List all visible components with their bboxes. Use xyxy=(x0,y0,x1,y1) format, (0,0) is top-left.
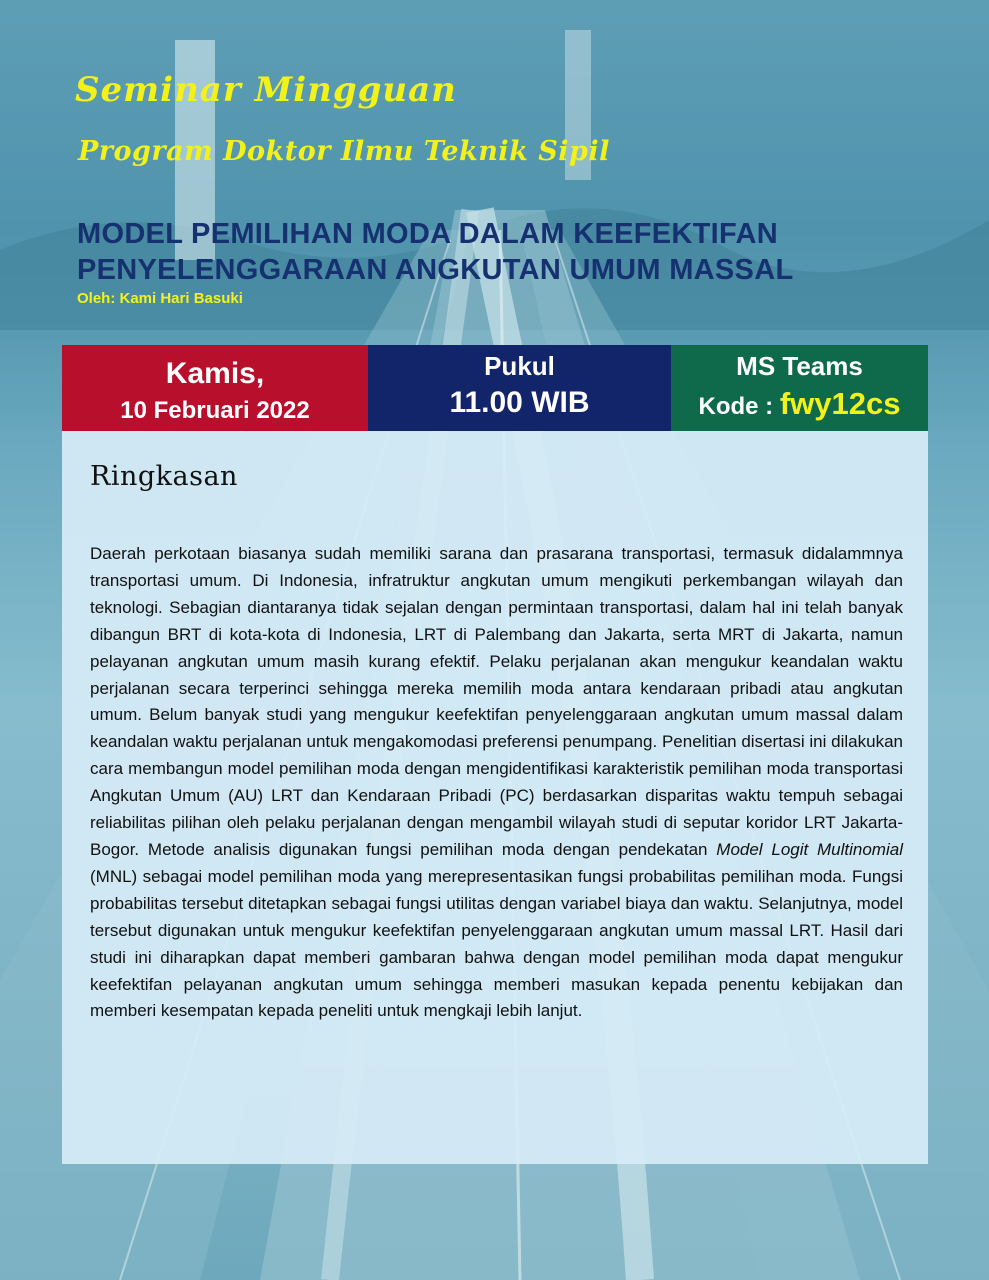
summary-italic-term: Model Logit Multinomial xyxy=(716,839,903,859)
title-line-2: PENYELENGGARAAN ANGKUTAN UMUM MASSAL xyxy=(77,254,794,286)
time-cell xyxy=(368,345,671,431)
time-value: 11.00 WIB xyxy=(449,386,590,419)
code-value: fwy12cs xyxy=(779,386,901,421)
summary-panel xyxy=(62,431,928,1164)
date-cell xyxy=(62,345,368,431)
info-bar xyxy=(62,345,928,431)
program-label: Program Doktor Ilmu Teknik Sipil xyxy=(78,136,610,167)
platform-cell xyxy=(671,345,928,431)
seminar-title xyxy=(77,216,793,288)
seminar-label: Seminar Mingguan xyxy=(75,70,457,110)
day-label: Kamis, xyxy=(165,357,265,390)
code-label: Kode : xyxy=(698,393,780,420)
summary-part-2: (MNL) sebagai model pemilihan moda yang merepresentasikan fungsi probabilitas pemilihan moda. Fungsi probabilitas tersebut ditetapkan sebagai fungsi utilitas dengan variabel biaya dan waktu. Selanjutnya, model tersebut digunakan untuk mengukur keefektifan penyelenggaraan angkutan umum massal LRT. Hasil dari studi ini diharapkan dapat memberi gambaran bahwa dengan model pemilihan moda dapat mengukur keefektifan pelayanan angkutan umum sehingga memberi masukan kepada penentu kebijakan dan memberi kesempatan kepada peneliti untuk mengkaji lebih lanjut. xyxy=(90,866,903,1021)
time-label: Pukul xyxy=(484,351,555,381)
date-label: 10 Februari 2022 xyxy=(120,397,310,424)
summary-heading: Ringkasan xyxy=(90,461,238,492)
platform-label: MS Teams xyxy=(736,351,863,381)
summary-part-1: Daerah perkotaan biasanya sudah memiliki sarana dan prasarana transportasi, termasuk didalammnya transportasi umum. Di Indonesia, infratruktur angkutan umum mengikuti perkembangan wilayah dan teknologi. Sebagian diantaranya tidak sejalan dengan permintaan transportasi, dalam hal ini telah banyak dibangun BRT di kota-kota di Indonesia, LRT di Palembang dan Jakarta, serta MRT di Jakarta, namun pelayanan angkutan umum masih kurang efektif. Pelaku perjalanan akan mengukur keandalan waktu perjalanan secara terperinci sehingga mereka memilih moda antara kendaraan pribadi atau angkutan umum. Belum banyak studi yang mengukur keefektifan penyelenggaraan angkutan umum massal dalam keandalan waktu perjalanan untuk mengakomodasi preferensi penumpang. Penelitian disertasi ini dilakukan cara membangun model pemilihan moda dengan mengidentifikasi karakteristik pemilihan moda transportasi Angkutan Umum (AU) LRT dan Kendaraan Pribadi (PC) berdasarkan disparitas waktu tempuh sebagai reliabilitas pilihan oleh pelaku perjalanan dengan mengambil wilayah studi di seputar koridor LRT Jakarta-Bogor. Metode analisis digunakan fungsi pemilihan moda dengan pendekatan xyxy=(90,544,903,859)
meeting-code xyxy=(671,382,928,422)
summary-text xyxy=(90,541,903,1025)
title-line-1: MODEL PEMILIHAN MODA DALAM KEEFEKTIFAN xyxy=(77,218,778,250)
author-label: Oleh: Kami Hari Basuki xyxy=(77,290,243,307)
